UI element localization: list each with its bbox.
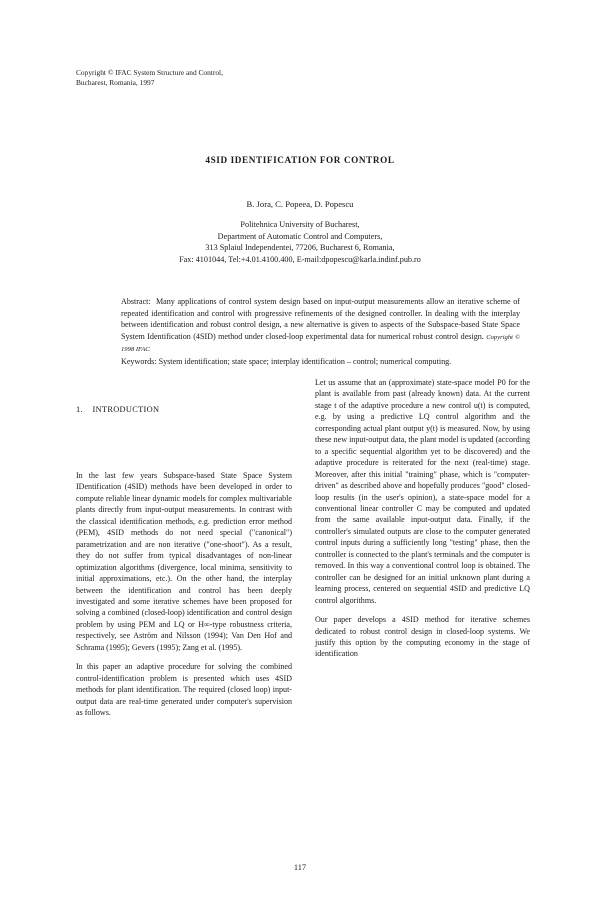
- keywords-label: Keywords:: [121, 357, 157, 366]
- left-column: [76, 470, 292, 719]
- intro-paragraph-1: In the last few years Subspace-based State Space System IDentification (4SID) methods have been developed in order to compute reliable linear dynamic models for complex multivariable plants directly from input-output measurements. In contrast with the classical identification methods, e.g. prediction error method (PEM), 4SID methods do not need special ("canonical") parametrization and are non iterative ("one-shoot"). As a result, they do not suffer from typical disadvantages of non-linear optimization algorithms (divergence, local minima, sensitivity to initial approximations, etc.). On the other hand, the interplay between the identification and control has been deeply investigated and some iterative schemes have been proposed for solving a combined (closed-loop) identification and control design problem by using PEM and LQ or H∞-type robustness criteria, respectively, see Aström and Nilsson (1994); Van Den Hof and Schrama (1995); Gevers (1995); Zang et al. (1995).: [76, 471, 292, 652]
- keywords-text: System identification; state space; interplay identification – control; numerical computing.: [158, 357, 452, 366]
- page-number: 117: [293, 863, 307, 872]
- copyright-line-2: Bucharest, Romania, 1997: [76, 78, 155, 87]
- section-number: 1.: [76, 405, 83, 414]
- paper-authors: B. Jora, C. Popeea, D. Popescu: [246, 199, 354, 209]
- affiliation-line-2: Department of Automatic Control and Computers,: [217, 231, 383, 241]
- abstract-copyright: Copyright © 1998 IFAC: [121, 333, 520, 354]
- paper-title: 4SID IDENTIFICATION FOR CONTROL: [205, 155, 395, 165]
- copyright-notice: [76, 68, 336, 88]
- affiliation-line-3: 313 Splaiul Independentei, 77206, Bucharest 6, Romania,: [205, 243, 395, 253]
- keywords: [121, 356, 520, 368]
- abstract-text: Many applications of control system design based on input-output measurements allow an iterative scheme of repeated identification and control with progressive refinements of the designed controller. In dealing with the interplay between identification and robust control design, a new alternative is given to aspects of the Subspace-based State Space System Identification (4SID) method under closed-loop experimental data for numerical robust control design.: [121, 297, 521, 341]
- copyright-line-1: Copyright © IFAC System Structure and Control,: [76, 68, 223, 77]
- section-heading-introduction: [76, 405, 292, 414]
- right-paragraph-1: Let us assume that an (approximate) state-space model P0 for the plant is available from past (already known) data. At the current stage t of the adaptive procedure a new control u(t) is computed, e.g. by using a predictive LQ control algorithm and the corresponding actual plant output y(t) is measured. Now, by using these new input-output data, the plant model is updated (according to a specific sequential algorithm yet to be discovered) and the adaptive procedure is reiterated for the next (real-time) stage. Moreover, after this initial "training" phase, which is "computer-driven" as described above and hopefully produces "good" closed-loop results (in the user's opinion), a state-space model for a conventional linear controller C may be computed and updated from the same available input-output data. Finally, if the controller's simulated outputs are close to the computer generated control inputs during a sufficiently long "testing" phase, then the controller is connected to the plant's terminals and the computer is removed. In this way a conventional control loop is obtained. The controller can be designed for an initial unknown plant during a learning process, centered on sequential 4SID and predictive LQ control algorithms.: [315, 378, 530, 605]
- abstract-label: Abstract:: [121, 297, 151, 306]
- right-column: [315, 377, 530, 660]
- affiliation-block: [100, 219, 500, 265]
- affiliation-line-1: Politehnica University of Bucharest,: [240, 220, 360, 229]
- affiliation-line-4: Fax: 4101044, Tel:+4.01.4100.400, E-mail:dpopescu@karla.indinf.pub.ro: [179, 254, 421, 264]
- right-paragraph-2: Our paper develops a 4SID method for iterative schemes dedicated to robust control design in closed-loop systems. We justify this option by the computing economy in the stage of identification: [315, 615, 530, 659]
- abstract: [121, 296, 520, 356]
- intro-paragraph-2: In this paper an adaptive procedure for solving the combined control-identification problem is presented which uses 4SID methods for plant identification. The required (closed loop) input-output data are real-time generated under computer's supervision as follows.: [76, 662, 292, 718]
- section-title: INTRODUCTION: [92, 405, 160, 414]
